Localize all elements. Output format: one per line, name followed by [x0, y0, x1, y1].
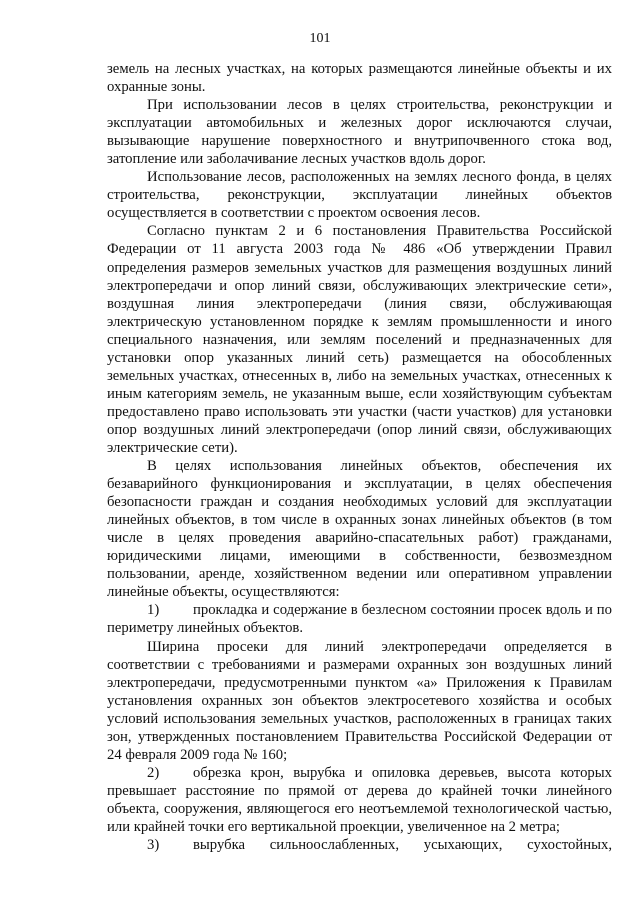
list-item-number: 2)	[147, 764, 160, 781]
paragraph: земель на лесных участках, на которых размещаются линейные объекты и их охранные зоны.	[107, 61, 612, 96]
page-number: 101	[309, 31, 331, 46]
paragraph: Согласно пунктам 2 и 6 постановления Правительства Российской Федерации от 11 августа 2003 года № 486 «Об утверждении Правил определения размеров земельных участков для размещения воздушных линий электропередачи и опор линий связи, обслуживающих электрические сети», воздушная линия электропередачи (линия связи, обслуживающая электрическую установленном порядке к землям промышленности и иного специального назначения, или землям поселений и предназначенных для установки опор указанных линий сеть) размещается на обособленных земельных участках, отнесенных в, либо на земельных участках, отнесенных к иным категориям земель, не указанным выше, если хозяйствующим субъектам предоставлено право использовать эти участки (части участков) для установки опор воздушных линий электропередачи (опор линий связи, обслуживающих электрические сети).	[107, 223, 612, 456]
list-item	[107, 764, 612, 836]
paragraph: При использовании лесов в целях строительства, реконструкции и эксплуатации автомобильных и железных дорог исключаются случаи, вызывающие нарушение поверхностного и внутрипочвенного стока вод, затопление или заболачивание лесных участков вдоль дорог.	[107, 97, 612, 168]
paragraph: Ширина просеки для линий электропередачи определяется в соответствии с требованиями и размерами охранных зон воздушных линий электропередачи, предусмотренными пунктом «а» Приложения к Правилам установления охранных зон объектов электросетевого хозяйства и особых условий использования земельных участков, расположенных в границах таких зон, утвержденных постановлением Правительства Российской Федерации от 24 февраля 2009 года № 160;	[107, 638, 612, 763]
paragraph: Использование лесов, расположенных на землях лесного фонда, в целях строительства, реконструкции, эксплуатации линейных объектов осуществляется в соответствии с проектом освоения лесов.	[107, 169, 612, 222]
list-item-text: прокладка и содержание в безлесном состоянии просек вдоль и по периметру линейных объектов.	[107, 602, 612, 637]
list-item	[107, 601, 612, 637]
body-text	[107, 60, 612, 854]
list-item-text: вырубка сильноослабленных, усыхающих, сухостойных,	[193, 837, 612, 854]
list-item-number: 3)	[147, 837, 160, 854]
list-item-text: обрезка крон, вырубка и опиловка деревьев, высота которых превышает расстояние по прямой от дерева до крайней точки линейного объекта, сооружения, являющегося его неотъемлемой технологической частью, или крайней точки его вертикальной проекции, увеличенное на 2 метра;	[107, 764, 612, 835]
list-item	[107, 836, 612, 854]
list-item-number: 1)	[147, 602, 160, 619]
paragraph: В целях использования линейных объектов, обеспечения их безаварийного функционирования и эксплуатации, в целях обеспечения безопасности граждан и создания необходимых условий для эксплуатации линейных объектов, в том числе в охранных зонах линейных объектов (в том числе в целях проведения аварийно-спасательных работ) гражданами, юридическими лицами, имеющими в собственности, безвозмездном пользовании, аренде, хозяйственном ведении или оперативном управлении линейные объекты, осуществляются:	[107, 458, 612, 601]
